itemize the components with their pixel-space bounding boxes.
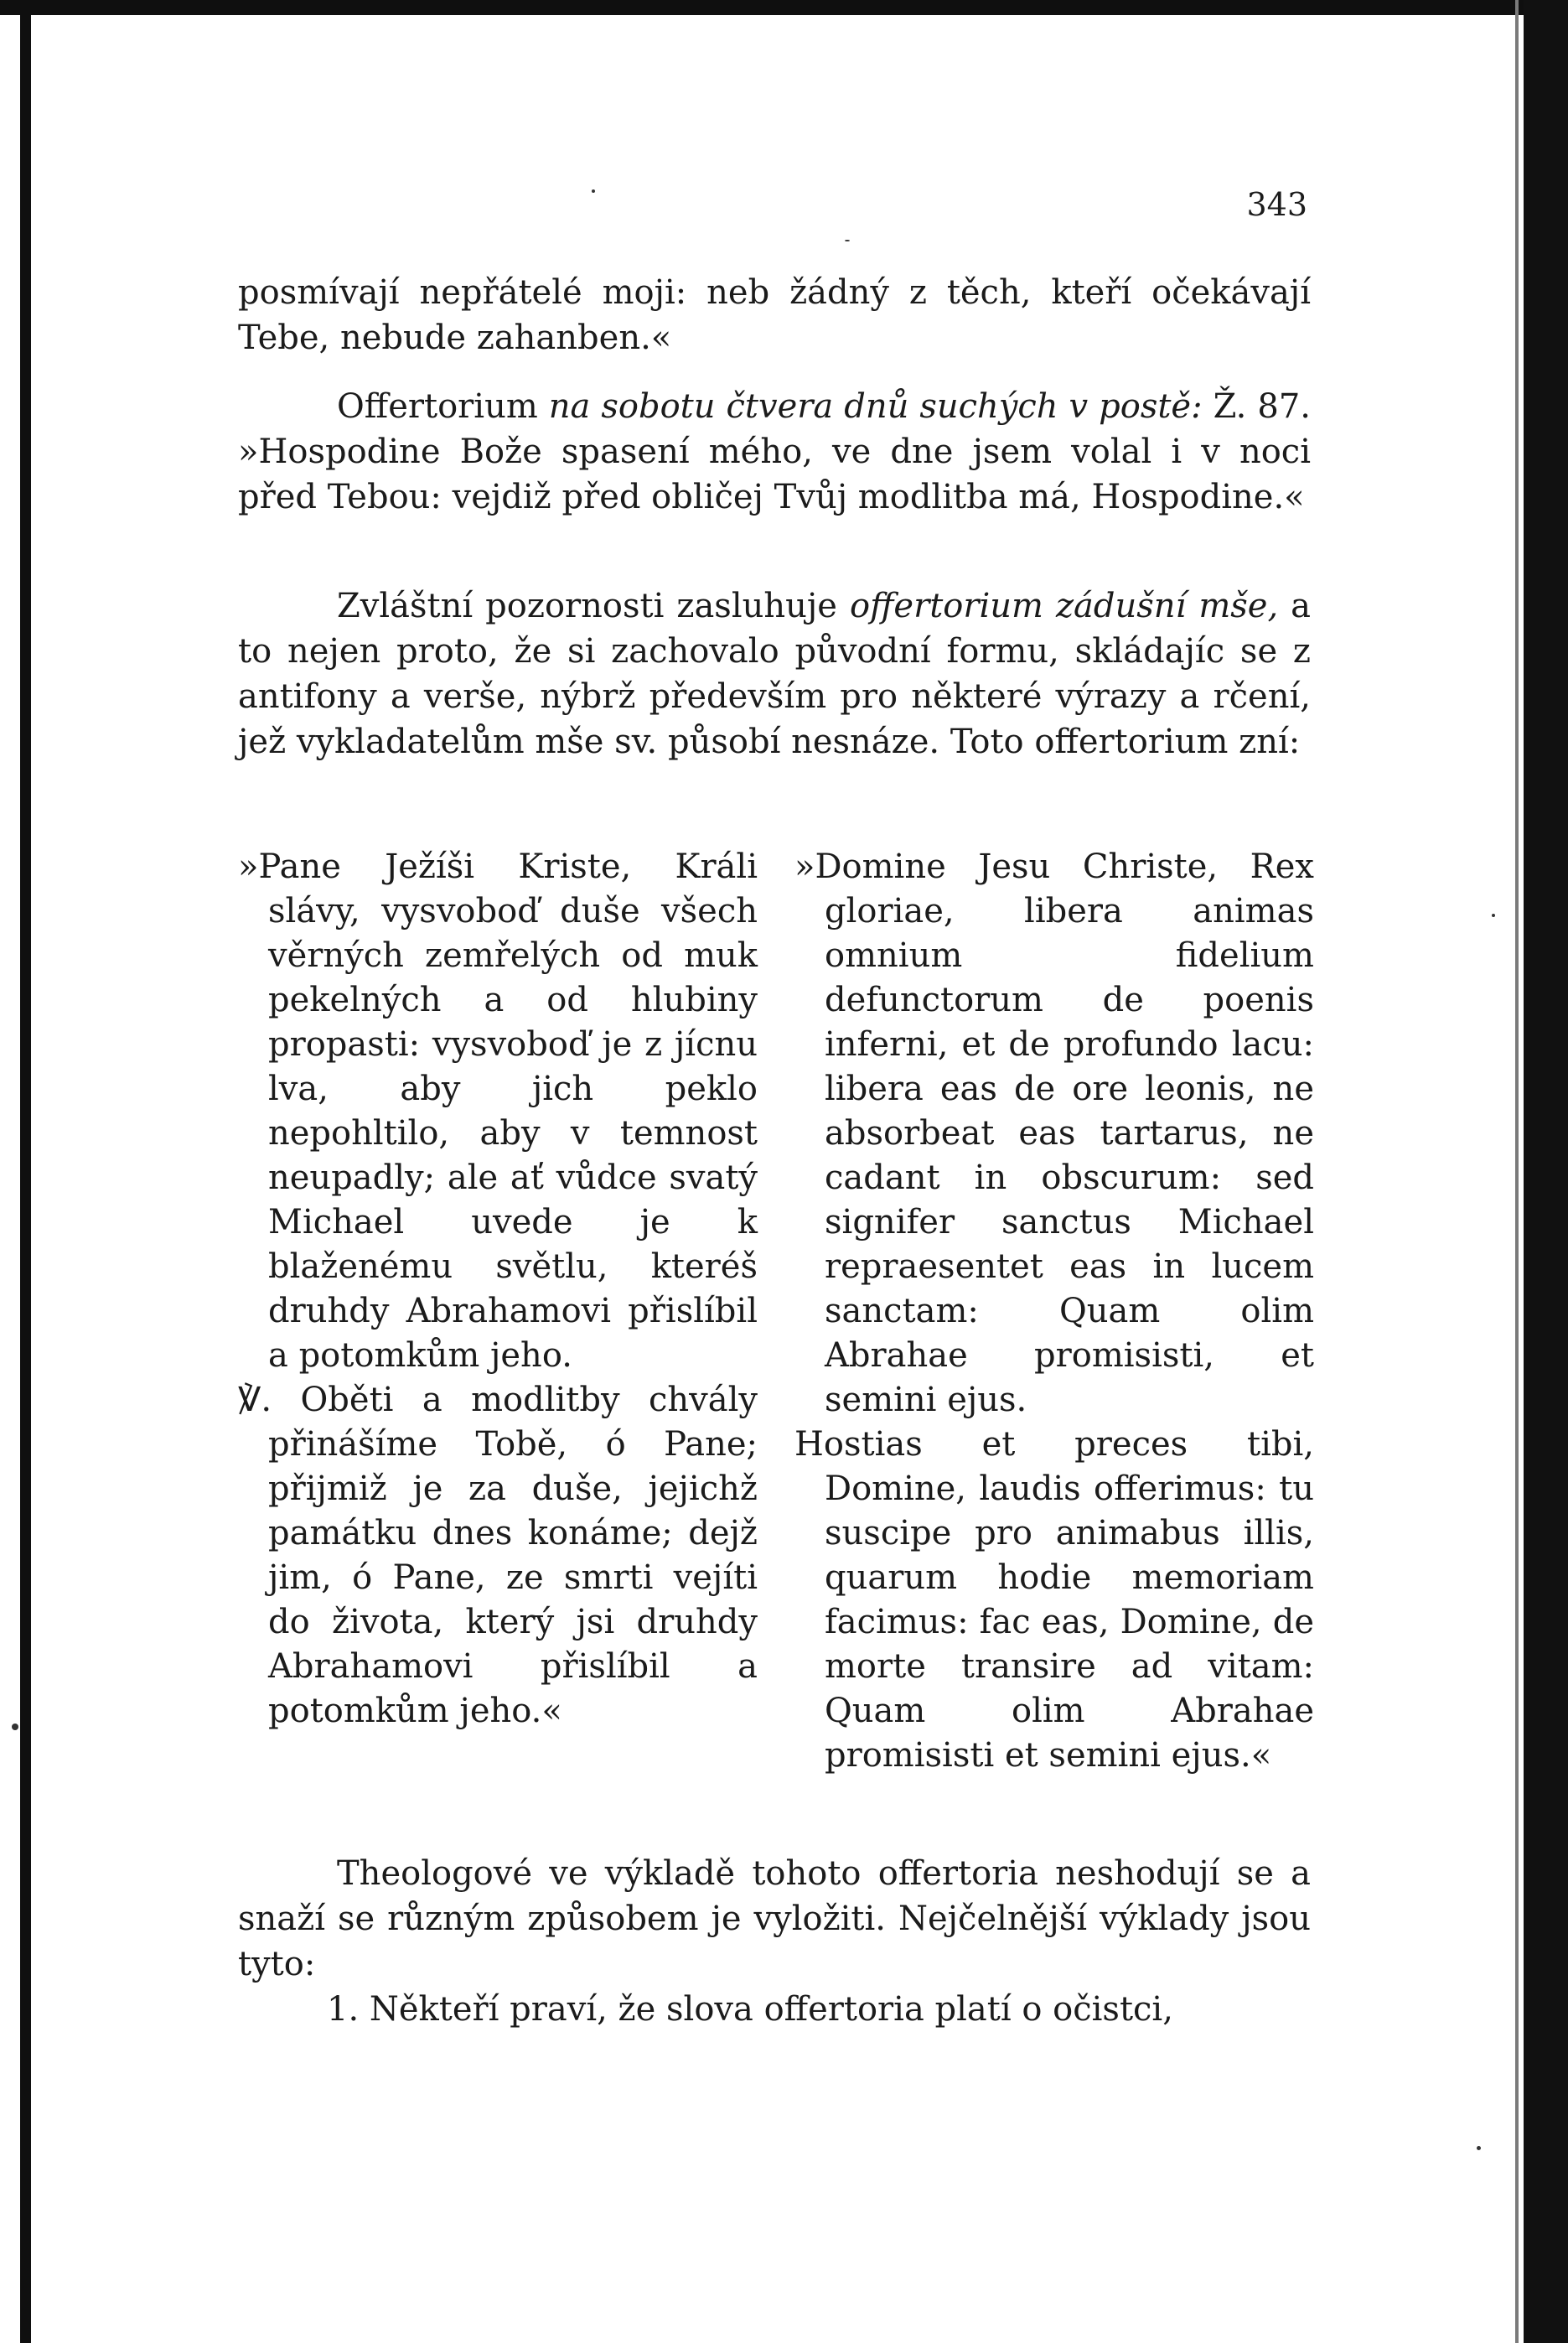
paragraph-4: Theologové ve výkladě tohoto offertoria neshodují se a snaží se různým způsobem je vyložiti. Nejčelnější výklady jsou tyto: [238,1854,1311,1983]
scan-border-right-shadow [1515,0,1519,2343]
paragraph-offertorium-saturday [238,384,1311,520]
paragraph-3-lead: Zvláštní pozornosti zasluhuje [337,587,850,625]
paragraph-2-italic: na sobotu čtvera dnů suchých v postě: [548,387,1203,426]
scan-speck [845,240,850,241]
scan-border-left [20,0,31,2343]
list-item-1: 1. Někteří praví, že slova offertoria platí o očistci, [327,1990,1173,2029]
latin-antiphon: »Domine Jesu Christe, Rex gloriae, libera animas omnium fidelium defunctorum de poenis inferni, et de profundo lacu: libera eas de ore leonis, ne absorbeat eas tartarus, ne cadant in obscurum: sed signifer sanctus Michael repraesentet eas in lucem sanctam: Quam olim Abrahae promisisti, et semini ejus. [794,848,1314,1419]
czech-antiphon: »Pane Ježíši Kriste, Králi slávy, vysvoboď duše všech věrných zemřelých od muk pekelných a od hlubiny propasti: vysvoboď je z jícnu lva, aby jich peklo nepohltilo, aby v temnost neupadly; ale ať vůdce svatý Michael uvede je k blaženému světlu, kteréš druhdy Abrahamovi přislíbil a potomkům jeho. [238,848,758,1375]
paragraph-3-italic: offertorium zádušní mše, [849,587,1279,625]
paragraph-offertorium-requiem [238,583,1311,765]
page-number: 343 [1246,186,1307,223]
scan-border-top [0,0,1568,15]
scan-speck [1492,914,1495,917]
paragraph-2-rest: Ž. 87. »Hospodine Bože spasení mého, ve dne jsem volal i v noci před Tebou: vejdiž před obličej Tvůj modlitba má, Hospodine.« [238,387,1311,516]
scan-speck [592,189,595,193]
paragraph-2-lead: Offertorium [337,387,549,426]
scan-speck [1477,2146,1481,2150]
czech-verse: ℣. Oběti a modlitby chvály přinášíme Tobě, ó Pane; přijmiž je za duše, jejichž památku dnes konáme; dejž jim, ó Pane, ze smrti vejíti do života, který jsi druhdy Abrahamovi přislíbil a potomkům jeho.« [238,1381,758,1730]
latin-verse: Hostias et preces tibi, Domine, laudis offerimus: tu suscipe pro animabus illis, quarum hodie memoriam facimus: fac eas, Domine, de morte transire ad vitam: Quam olim Abrahae promisisti et semini ejus.« [794,1425,1314,1775]
paragraph-3-rest: a to nejen proto, že si zachovalo původní formu, skládajíc se z antifony a verše, nýbrž především pro některé výrazy a rčení, jež vykladatelům mše sv. působí nesnáze. Toto offertorium zní: [238,587,1312,761]
latin-column [794,845,1314,1778]
paragraph-2 [238,384,1311,520]
paragraph-3 [238,583,1311,765]
paragraph-1: posmívají nepřátelé moji: neb žádný z těch, kteří očekávají Tebe, nebude zahanben.« [238,273,1311,357]
paragraph-theologians [238,1851,1311,2032]
paragraph-continuation [238,270,1311,360]
scan-speck [12,1724,18,1730]
czech-column [238,845,758,1734]
scan-border-right [1524,0,1568,2343]
